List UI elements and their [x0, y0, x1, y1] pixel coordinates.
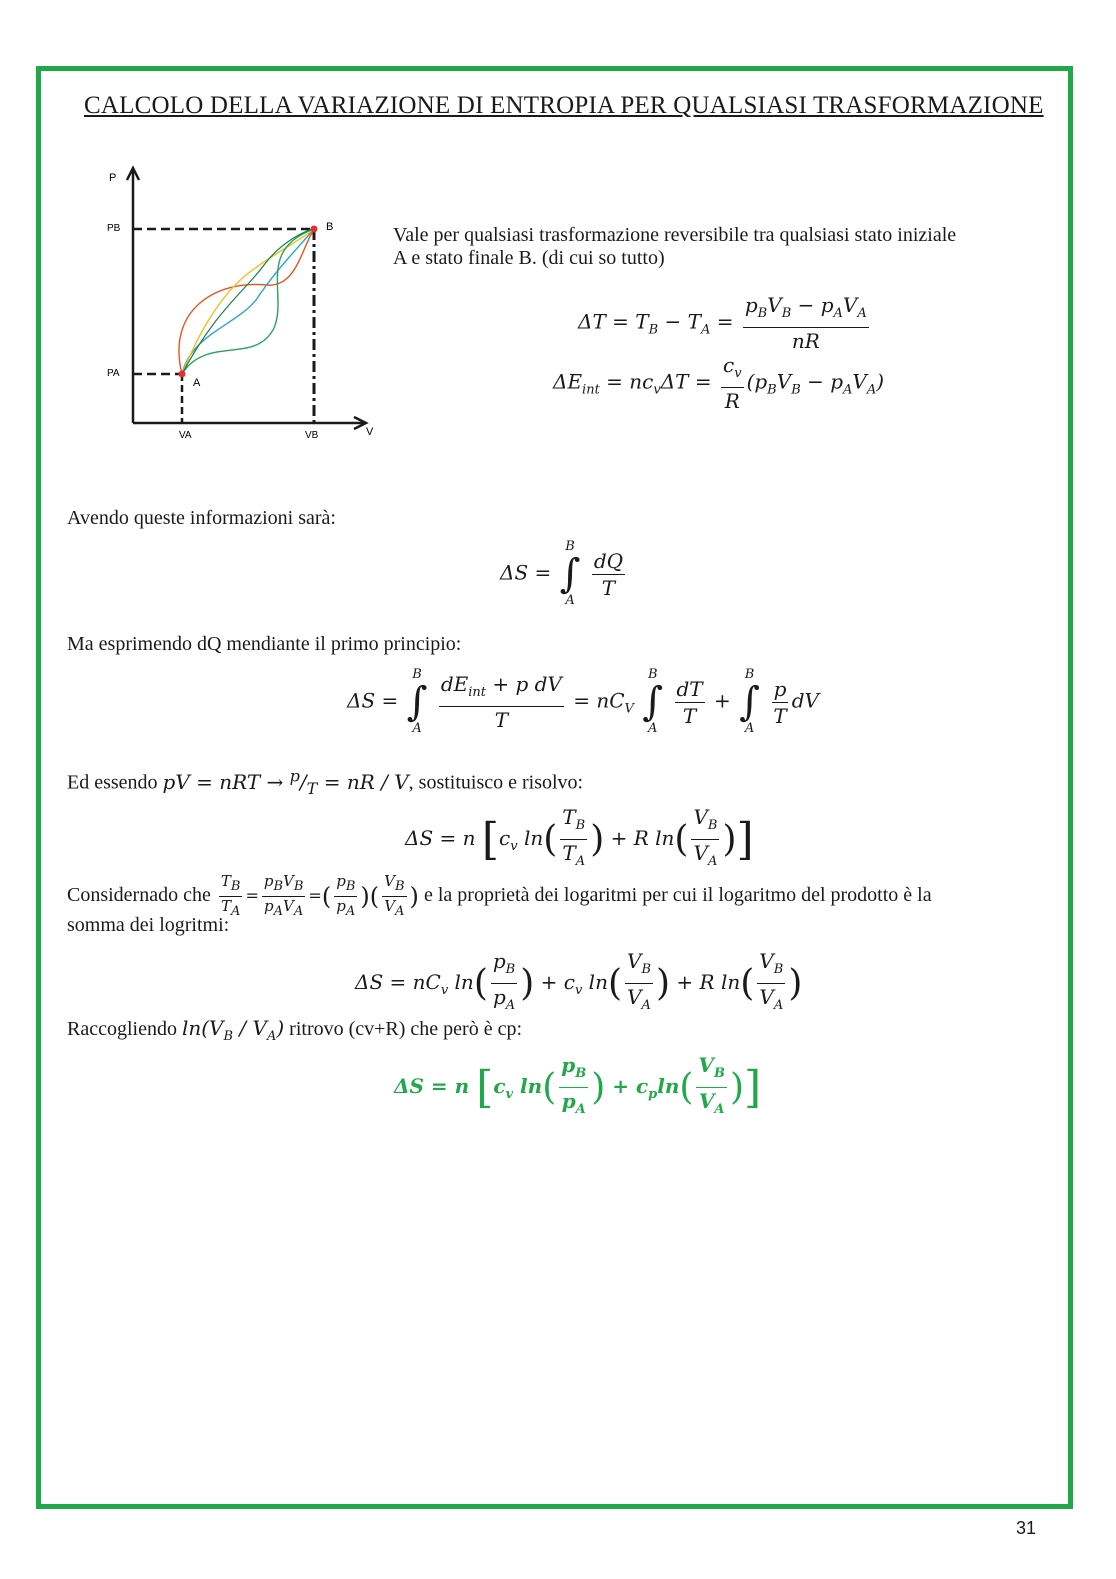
x-axis-label: V	[366, 426, 374, 438]
page-number: 31	[1016, 1518, 1037, 1538]
ed-essendo-line: Ed essendo pV = nRT → $^p/_T$ = nR / V, sostituisco e risolvo:	[67, 766, 584, 798]
intro-line-2: A e stato finale B. (di cui so tutto)	[393, 247, 665, 269]
eq-delta-e: $\Delta E_{int} = nc_v\Delta T$ = $\frac{c_v}{R}$ $(p_BV_B - p_AV_A)$	[553, 353, 885, 413]
ma-esprimendo-text: Ma esprimendo dQ mendiante il primo principio:	[67, 633, 462, 655]
pv-diagram	[96, 160, 386, 450]
raccogliendo-pre: Raccogliendo	[67, 1018, 177, 1040]
considernado-line-2: somma dei logritmi:	[67, 914, 230, 936]
point-b-label: B	[326, 221, 334, 233]
point-b	[311, 226, 318, 233]
eq-delta-t: $\Delta T = T_B - T_A$ = $\frac{p_BV_B - p_AV_A}{nR}$	[578, 293, 867, 353]
y-axis-label: P	[109, 172, 117, 184]
avendo-text: Avendo queste informazioni sarà:	[67, 507, 336, 529]
eq-entropy-final: ΔS = n [$c_v$ ln( $\frac{p_B}{p_A}$ ) + $c_p\ln$( $\frac{V_B}{V_A}$ )]	[394, 1053, 762, 1117]
eq-entropy-first-principle: ΔS = B ∫ A $\frac{dE_{int} + p dV}{T}$ = $nC_V$ B ∫ A $\frac{dT}{T}$ + B ∫ A $\frac{p}{T}$ dV	[347, 667, 819, 736]
ed-essendo-post: , sostituisco e risolvo:	[408, 771, 584, 794]
eq-entropy-expanded: $\Delta S = nC_v$ ln( $\frac{p_B}{p_A}$ ) + $c_v$ ln( $\frac{V_B}{V_A}$ ) + R ln( $\frac{V_B}{V_A}$ )	[355, 949, 803, 1013]
pa-label: PA	[107, 368, 120, 379]
eq-entropy-integral: ΔS = B ∫ A $\frac{dQ}{T}$	[500, 539, 624, 608]
considernado-post: e la proprietà dei logaritmi per cui il logaritmo del prodotto è la	[423, 884, 932, 906]
point-a-label: A	[193, 377, 201, 389]
considernado-line: Considernado che $\frac{T_B}{T_A}$ = $\frac{p_BV_B}{p_AV_A}$ =( $\frac{p_B}{p_A}$ )( $\frac{V_B}{V_A}$ ) e la proprietà dei logaritmi per cui il logaritmo del prodotto è la	[67, 872, 932, 919]
point-a	[179, 371, 186, 378]
raccogliendo-line: Raccogliendo $\ln(V_B / V_A)$ ritrovo (cv+R) che però è cp:	[67, 1016, 523, 1044]
intro-line-1: Vale per qualsiasi trasformazione reversibile tra qualsiasi stato iniziale	[393, 224, 957, 246]
va-label: VA	[179, 430, 192, 441]
vb-label: VB	[305, 430, 319, 441]
eq-entropy-temperature: ΔS = n [$c_v$ ln( $\frac{T_B}{T_A}$ ) + R ln( $\frac{V_B}{V_A}$ )]	[405, 805, 754, 869]
ed-essendo-pre: Ed essendo	[67, 771, 163, 794]
raccogliendo-post: ritrovo (cv+R) che però è cp:	[289, 1018, 523, 1040]
pb-label: PB	[107, 223, 121, 234]
page-title: CALCOLO DELLA VARIAZIONE DI ENTROPIA PER QUALSIASI TRASFORMAZIONE	[84, 92, 1044, 119]
considernado-pre: Considernado che	[67, 884, 211, 906]
